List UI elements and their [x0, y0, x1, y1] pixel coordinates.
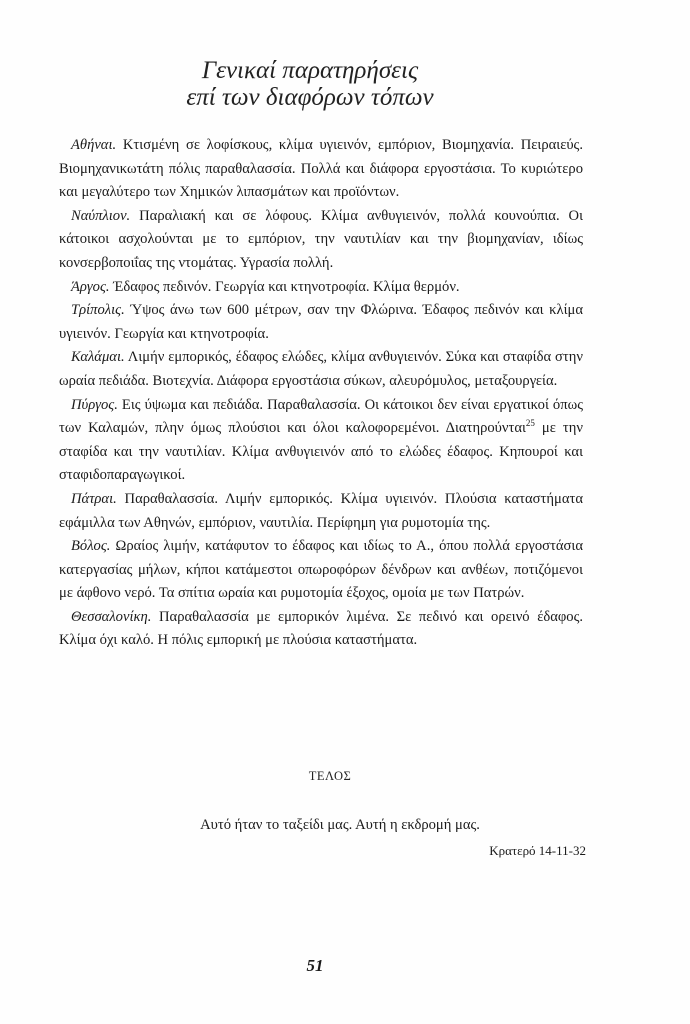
- paragraph-kalamai: [59, 346, 583, 393]
- body-text: [59, 134, 583, 653]
- paragraph-patrai: [59, 488, 583, 535]
- paragraph-text: Λιμήν εμπορικός, έδαφος ελώδες, κλίμα ανθυγιεινόν. Σύκα και σταφίδα στην ωραία πεδιάδα. Βιοτεχνία. Διάφορα εργοστάσια σύκων, αλευρόμυλος, μεταξουργεία.: [59, 349, 583, 389]
- place-name: Τρίπολις.: [71, 302, 125, 319]
- closing-line: [0, 817, 690, 834]
- heading-line-2: επί των διαφόρων τόπων: [186, 84, 434, 111]
- place-name: Ναύπλιον.: [71, 207, 131, 224]
- paragraph-nafplion: [59, 205, 583, 276]
- place-name: Πύργος.: [71, 396, 118, 413]
- place-name: Άργος.: [71, 278, 110, 295]
- end-label-text: ΤΕΛΟΣ: [308, 769, 352, 783]
- place-name: Καλάμαι.: [71, 349, 125, 366]
- paragraph-text: Εις ύψωμα και πεδιάδα. Παραθαλασσία. Οι κάτοικοι δεν είναι εργατικοί όπως των Καλαμών, πλην όμως πλούσιοι και όλοι καλοφορεμένοι. Διατηρούνται: [59, 396, 583, 437]
- place-name: Βόλος.: [71, 538, 111, 555]
- paragraph-text: Παραθαλασσία με εμπορικόν λιμένα. Σε πεδινό και ορεινό έδαφος. Κλίμα όχι καλό. Η πόλις εμπορική με πλούσια καταστήματα.: [59, 608, 583, 649]
- footnote-marker: 25: [525, 418, 535, 429]
- paragraph-volos: [59, 535, 583, 606]
- paragraph-athens: [59, 134, 583, 205]
- page-number: 51: [306, 956, 324, 975]
- place-name: Αθήναι.: [71, 137, 117, 153]
- paragraph-argos: [59, 276, 583, 300]
- heading-line-1: Γενικαί παρατηρήσεις: [201, 57, 419, 84]
- end-label: [0, 769, 690, 784]
- signature-date: Κρατερό 14-11-32: [489, 843, 586, 858]
- paragraph-text: Παραλιακή και σε λόφους. Κλίμα ανθυγιεινόν, πολλά κουνούπια. Οι κάτοικοι ασχολούνται με το εμπόριον, την ναυτιλίαν και την βιομηχανίαν, ιδίως κονσερβοποιΐας της ντομάτας. Υγρασία πολλή.: [59, 207, 583, 271]
- closing-line-text: Αυτό ήταν το ταξείδι μας. Αυτή η εκδρομή μας.: [200, 817, 480, 833]
- paragraph-text: Έδαφος πεδινόν. Γεωργία και κτηνοτροφία. Κλίμα θερμόν.: [109, 278, 460, 295]
- paragraph-thessaloniki: [59, 606, 583, 653]
- place-name: Πάτραι.: [71, 490, 117, 507]
- paragraph-text-continued: με την σταφίδα και την ναυτιλίαν. Κλίμα ανθυγιεινόν από το ελώδες έδαφος. Κηπουροί και σταφιδοπαραγωγικοί.: [59, 420, 583, 484]
- paragraph-text: Ωραίος λιμήν, κατάφυτον το έδαφος και ιδίως το Α., όπου πολλά εργοστάσια κατεργασίας μήλων, κήποι κατάμεστοι οπωροφόρων δένδρων και ανθέων, ποτιζόμενοι με άφθονο νερό. Τα σπίτια ωραία και ρυμοτομία έξοχος, ομοία με των Πατρών.: [59, 538, 583, 602]
- paragraph-pyrgos: [59, 394, 583, 488]
- paragraph-tripolis: [59, 299, 583, 346]
- paragraph-text: Κτισμένη σε λοφίσκους, κλίμα υγιεινόν, εμπόριον, Βιομηχανία. Πειραιεύς. Βιομηχανικωτάτη πόλις παραθαλασσία. Πολλά και διάφορα εργοστάσια. Το κυριώτερο και μεγαλύτερο των Χημικών λιπασμάτων και προϊόντων.: [59, 137, 583, 201]
- place-name: Θεσσαλονίκη.: [71, 608, 152, 625]
- paragraph-text: Ύψος άνω των 600 μέτρων, σαν την Φλώρινα. Έδαφος πεδινόν και κλίμα υγιεινόν. Γεωργία και κτηνοτροφία.: [59, 302, 583, 342]
- paragraph-text: Παραθαλασσία. Λιμήν εμπορικός. Κλίμα υγιεινόν. Πλούσια καταστήματα εφάμιλλα των Αθηνών, εμπόριον, ναυτιλία. Περίφημη για ρυμοτομία της.: [59, 490, 583, 531]
